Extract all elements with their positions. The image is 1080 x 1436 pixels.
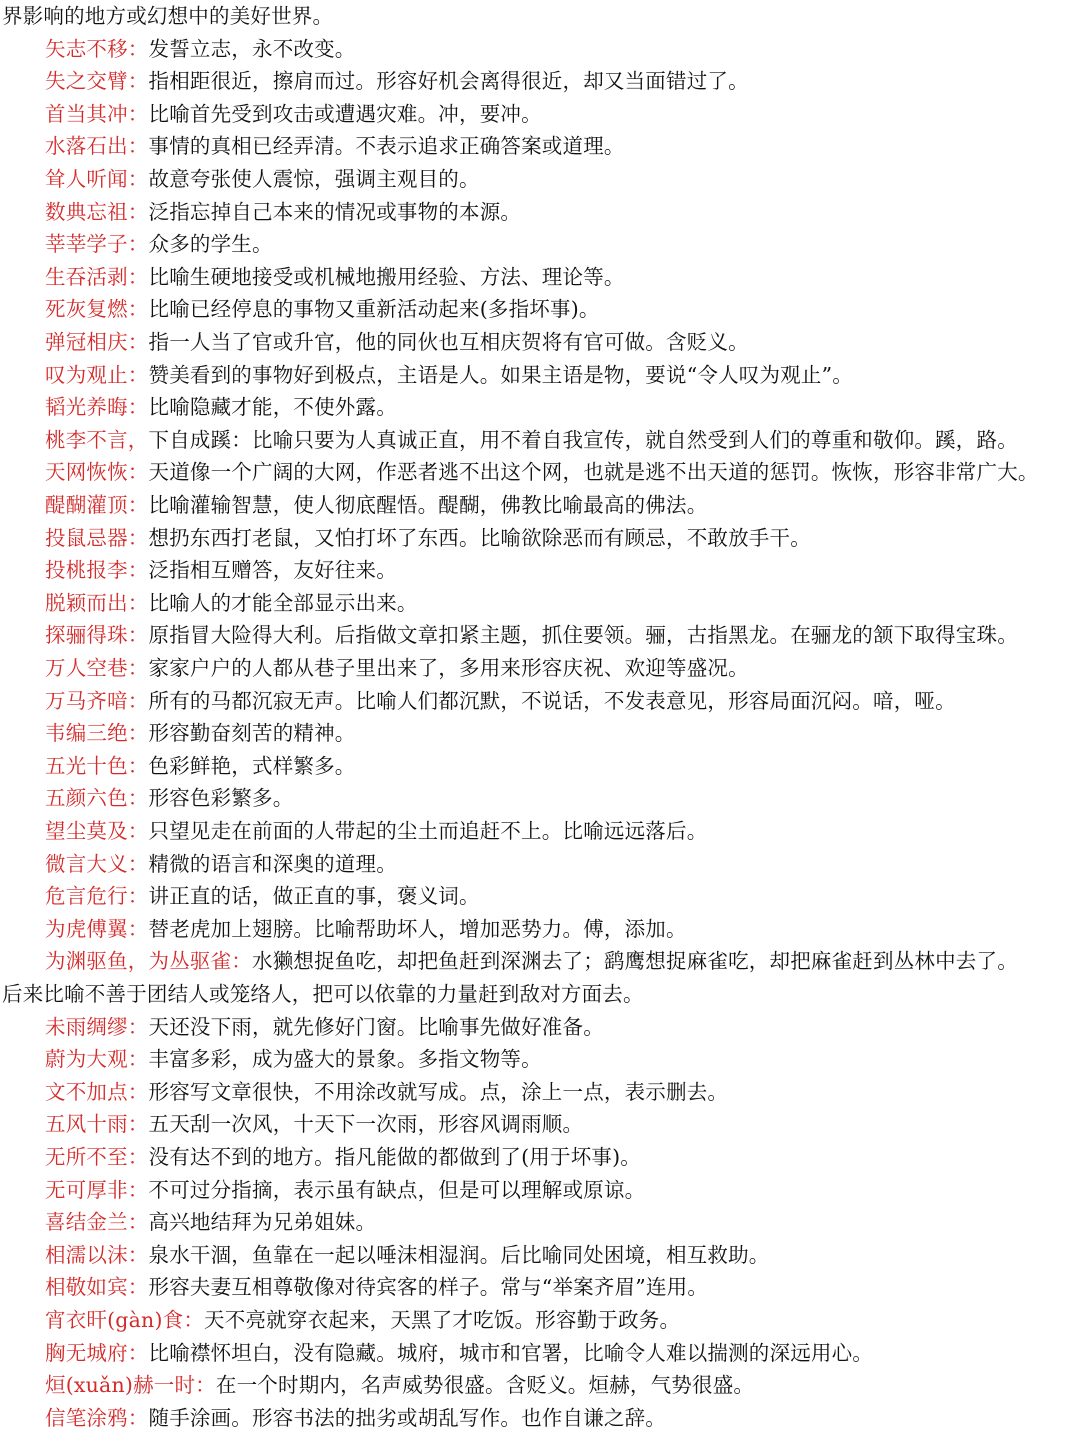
idiom-definition: 下自成蹊：比喻只要为人真诚正直，用不着自我宣传，就自然受到人们的尊重和敬仰。蹊，路。	[148, 427, 1018, 452]
idiom-definition: 色彩鲜艳，式样繁多。	[148, 753, 356, 778]
idiom-definition: 故意夸张使人震惊，强调主观目的。	[148, 167, 480, 191]
idiom-entry	[0, 522, 1080, 555]
idiom-definition: 比喻隐藏才能，不使外露。	[148, 395, 397, 420]
idiom-definition: 泛指忘掉自己本来的情况或事物的本源。	[148, 199, 522, 224]
idiom-definition: 形容夫妻互相尊敬像对待宾客的样子。常与“举案齐眉”连用。	[148, 1275, 709, 1300]
idiom-term: 韦编三绝：	[45, 721, 149, 746]
idiom-entry	[0, 1206, 1080, 1239]
idiom-definition: 形容色彩繁多。	[148, 786, 294, 811]
idiom-definition: 发誓立志，永不改变。	[148, 36, 356, 61]
idiom-term: 弹冠相庆：	[45, 330, 149, 354]
idiom-definition: 比喻人的才能全部显示出来。	[148, 590, 418, 615]
idiom-entry	[0, 98, 1080, 131]
idiom-term: 投鼠忌器：	[45, 525, 149, 550]
idiom-term: 烜(xuǎn)赫一时：	[45, 1373, 216, 1398]
idiom-term: 矢志不移：	[45, 36, 149, 61]
idiom-term: 为虎傅翼：	[45, 916, 149, 941]
idiom-entry	[0, 196, 1080, 229]
idiom-term: 蔚为大观：	[45, 1047, 149, 1072]
idiom-definition: 指相距很近，擦肩而过。形容好机会离得很近，却又当面错过了。	[148, 69, 749, 94]
idiom-entry	[0, 945, 1080, 978]
idiom-definition: 想扔东西打老鼠，又怕打坏了东西。比喻欲除恶而有顾忌，不敢放手干。	[148, 525, 811, 550]
idiom-definition: 天还没下雨，就先修好门窗。比喻事先做好准备。	[148, 1014, 604, 1039]
idiom-definition: 形容写文章很快，不用涂改就写成。点，涂上一点，表示删去。	[148, 1079, 729, 1104]
idiom-definition: 赞美看到的事物好到极点，主语是人。如果主语是物，要说“令人叹为观止”。	[148, 362, 853, 387]
idiom-definition: 比喻襟怀坦白，没有隐藏。城府，城市和官署，比喻令人难以揣测的深远用心。	[148, 1340, 873, 1365]
idiom-entry	[0, 1108, 1080, 1141]
idiom-entry	[0, 587, 1080, 620]
continuation-text: 界影响的地方或幻想中的美好世界。	[2, 4, 334, 28]
idiom-entry	[0, 750, 1080, 783]
idiom-term: 桃李不言，	[45, 427, 149, 452]
idiom-entry	[0, 163, 1080, 196]
idiom-term: 天网恢恢：	[45, 460, 149, 485]
idiom-entry	[0, 1141, 1080, 1174]
idiom-definition: 比喻首先受到攻击或遭遇灾难。冲，要冲。	[148, 101, 542, 126]
idiom-term: 相敬如宾：	[45, 1275, 149, 1300]
idiom-term: 微言大义：	[45, 851, 149, 876]
idiom-entry	[0, 848, 1080, 881]
idiom-definition: 在一个时期内，名声威势很盛。含贬义。烜赫，气势很盛。	[215, 1373, 755, 1398]
idiom-term: 投桃报李：	[45, 558, 149, 583]
idiom-term: 五风十雨：	[45, 1112, 149, 1137]
idiom-entry	[0, 782, 1080, 815]
idiom-definition: 指一人当了官或升官，他的同伙也互相庆贺将有官可做。含贬义。	[148, 330, 749, 354]
idiom-definition: 不可过分指摘，表示虽有缺点，但是可以理解或原谅。	[148, 1177, 646, 1202]
continuation-line	[0, 0, 1080, 33]
idiom-entry	[0, 1239, 1080, 1272]
idiom-definition: 所有的马都沉寂无声。比喻人们都沉默，不说话，不发表意见，形容局面沉闷。喑，哑。	[148, 688, 956, 713]
idiom-term: 莘莘学子：	[45, 232, 149, 257]
idiom-entry	[0, 685, 1080, 718]
idiom-term: 耸人听闻：	[45, 167, 149, 191]
idiom-term: 胸无城府：	[45, 1340, 149, 1365]
idiom-entry	[0, 293, 1080, 326]
idiom-entry	[0, 130, 1080, 163]
idiom-term: 无可厚非：	[45, 1177, 149, 1202]
idiom-entry	[0, 717, 1080, 750]
idiom-term: 叹为观止：	[45, 362, 149, 387]
idiom-definition: 比喻灌输智慧，使人彻底醒悟。醍醐，佛教比喻最高的佛法。	[148, 493, 708, 517]
idiom-entry	[0, 619, 1080, 652]
idiom-term: 五颜六色：	[45, 786, 149, 811]
idiom-entry	[0, 261, 1080, 294]
idiom-term: 醍醐灌顶：	[45, 493, 149, 517]
idiom-term: 无所不至：	[45, 1145, 149, 1169]
idiom-entry	[0, 1337, 1080, 1370]
idiom-definition: 高兴地结拜为兄弟姐妹。	[148, 1210, 377, 1235]
idiom-definition: 五天刮一次风，十天下一次雨，形容风调雨顺。	[148, 1112, 584, 1137]
idiom-definition: 原指冒大险得大利。后指做文章扣紧主题，抓住要领。骊，古指黑龙。在骊龙的颔下取得宝珠。	[148, 623, 1018, 648]
idiom-term: 首当其冲：	[45, 101, 149, 126]
idiom-term: 相濡以沫：	[45, 1242, 149, 1267]
idiom-definition: 只望见走在前面的人带起的尘土而追赶不上。比喻远远落后。	[148, 819, 708, 843]
idiom-entry	[0, 33, 1080, 66]
idiom-entry	[0, 65, 1080, 98]
idiom-term: 脱颖而出：	[45, 590, 149, 615]
idiom-term: 数典忘祖：	[45, 199, 149, 224]
idiom-term: 探骊得珠：	[45, 623, 149, 648]
idiom-entry	[0, 359, 1080, 392]
idiom-definition: 水獭想捉鱼吃，却把鱼赶到深渊去了；鹞鹰想捉麻雀吃，却把麻雀赶到丛林中去了。	[252, 949, 1018, 974]
idiom-entry	[0, 391, 1080, 424]
idiom-term: 万人空巷：	[45, 656, 149, 680]
idiom-term: 水落石出：	[45, 134, 149, 159]
idiom-entry	[0, 489, 1080, 522]
idiom-entry	[0, 1043, 1080, 1076]
idiom-definition: 丰富多彩，成为盛大的景象。多指文物等。	[148, 1047, 542, 1072]
idiom-definition: 比喻已经停息的事物又重新活动起来(多指坏事)。	[148, 297, 600, 322]
continuation-line	[0, 978, 1080, 1011]
idiom-definition: 精微的语言和深奥的道理。	[148, 851, 397, 876]
idiom-term: 未雨绸缪：	[45, 1014, 149, 1039]
idiom-entry	[0, 1402, 1080, 1435]
idiom-entry	[0, 554, 1080, 587]
idiom-definition: 泉水干涸，鱼靠在一起以唾沫相湿润。后比喻同处困境，相互救助。	[148, 1242, 770, 1267]
idiom-definition: 比喻生硬地接受或机械地搬用经验、方法、理论等。	[148, 264, 625, 289]
idiom-term: 望尘莫及：	[45, 819, 149, 843]
idiom-entry	[0, 326, 1080, 359]
idiom-definition: 随手涂画。形容书法的拙劣或胡乱写作。也作自谦之辞。	[148, 1405, 666, 1430]
idiom-definition: 家家户户的人都从巷子里出来了，多用来形容庆祝、欢迎等盛况。	[148, 656, 749, 680]
idiom-term: 危言危行：	[45, 884, 149, 909]
idiom-entry	[0, 815, 1080, 848]
idiom-term: 为渊驱鱼，为丛驱雀：	[45, 949, 252, 974]
idiom-definition: 形容勤奋刻苦的精神。	[148, 721, 356, 746]
idiom-definition: 讲正直的话，做正直的事，褒义词。	[148, 884, 480, 909]
idiom-definition: 事情的真相已经弄清。不表示追求正确答案或道理。	[148, 134, 625, 159]
idiom-term: 万马齐喑：	[45, 688, 149, 713]
idiom-definition: 众多的学生。	[148, 232, 273, 257]
idiom-term: 文不加点：	[45, 1079, 149, 1104]
idiom-entry	[0, 456, 1080, 489]
idiom-definition: 没有达不到的地方。指凡能做的都做到了(用于坏事)。	[148, 1145, 641, 1169]
idiom-term: 失之交臂：	[45, 69, 149, 94]
idiom-term: 死灰复燃：	[45, 297, 149, 322]
idiom-entry	[0, 424, 1080, 457]
continuation-text: 后来比喻不善于团结人或笼络人，把可以依靠的力量赶到敌对方面去。	[2, 982, 644, 1006]
idiom-entry	[0, 1076, 1080, 1109]
idiom-definition: 泛指相互赠答，友好往来。	[148, 558, 397, 583]
idiom-definition: 替老虎加上翅膀。比喻帮助坏人，增加恶势力。傅，添加。	[148, 916, 687, 941]
idiom-term: 喜结金兰：	[45, 1210, 149, 1235]
idiom-term: 生吞活剥：	[45, 264, 149, 289]
idiom-term: 宵衣旰(gàn)食：	[45, 1308, 205, 1332]
idiom-entry	[0, 1304, 1080, 1337]
idiom-entry	[0, 1369, 1080, 1402]
idiom-entry	[0, 652, 1080, 685]
idiom-entry	[0, 1011, 1080, 1044]
idiom-definition: 天不亮就穿衣起来，天黑了才吃饭。形容勤于政务。	[204, 1308, 681, 1332]
idiom-term: 五光十色：	[45, 753, 149, 778]
idiom-entry	[0, 880, 1080, 913]
idiom-term: 韬光养晦：	[45, 395, 149, 420]
idiom-entry	[0, 913, 1080, 946]
idiom-term: 信笔涂鸦：	[45, 1405, 149, 1430]
idiom-entry	[0, 1271, 1080, 1304]
idiom-entry	[0, 1174, 1080, 1207]
idiom-definition: 天道像一个广阔的大网，作恶者逃不出这个网，也就是逃不出天道的惩罚。恢恢，形容非常广大。	[148, 460, 1039, 485]
idiom-entry	[0, 228, 1080, 261]
